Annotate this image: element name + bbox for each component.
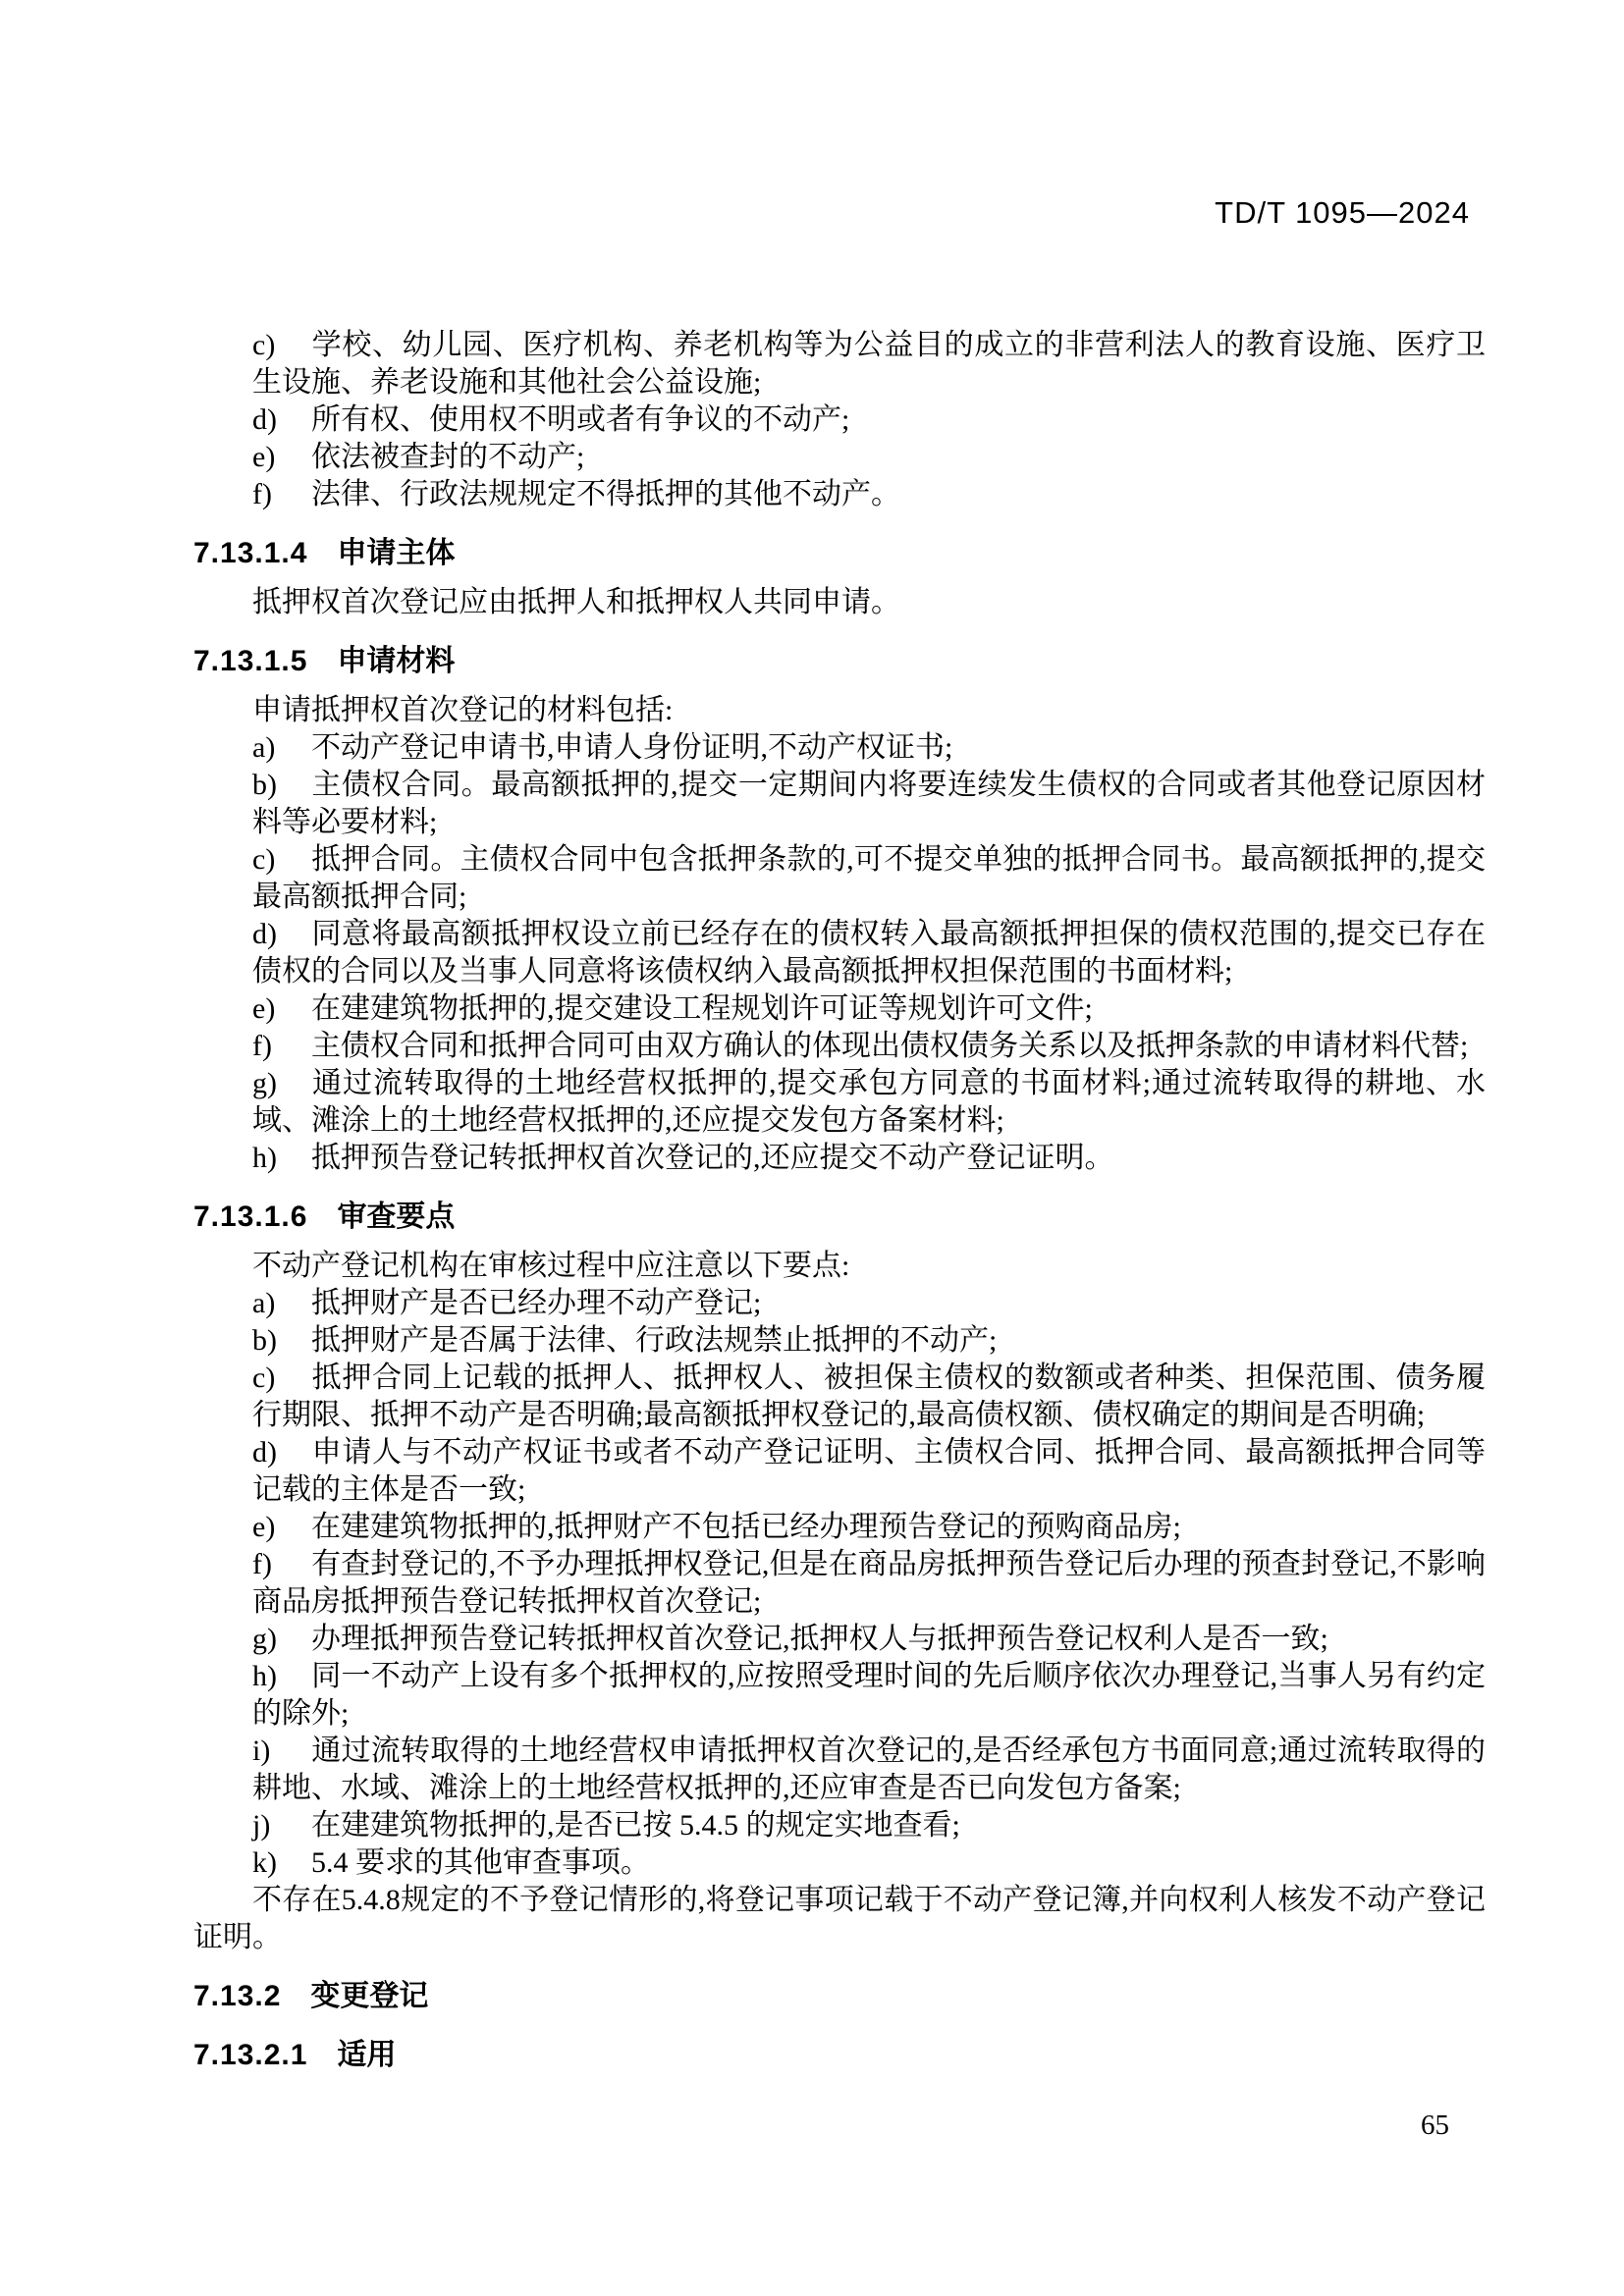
list-item-label: j) — [252, 1809, 271, 1842]
section-heading-7-13-2 — [193, 1978, 1486, 2015]
section-number: 7.13.1.6 — [193, 1201, 308, 1233]
list-item-text: 通过流转取得的土地经营权抵押的,提交承包方同意的书面材料;通过流转取得的耕地、水域、滩涂上的土地经营权抵押的,还应提交发包方备案材料; — [252, 1067, 1486, 1137]
list-item — [252, 1844, 1486, 1882]
list-item-label: c) — [252, 329, 276, 361]
section-number: 7.13.1.5 — [193, 645, 308, 677]
list-item — [252, 1807, 1486, 1844]
list-item-text: 抵押合同。主债权合同中包含抵押条款的,可不提交单独的抵押合同书。最高额抵押的,提交最高额抵押合同; — [252, 843, 1486, 913]
list-item-label: k) — [252, 1846, 277, 1879]
list-item — [252, 401, 1486, 439]
list-item-label: d) — [252, 918, 277, 950]
list-item-text: 主债权合同。最高额抵押的,提交一定期间内将要连续发生债权的合同或者其他登记原因材料等必要材料; — [252, 769, 1486, 838]
list-item-label: f) — [252, 1030, 272, 1062]
list-item-label: b) — [252, 769, 277, 801]
list-item-label: e) — [252, 992, 276, 1025]
list-item — [252, 1546, 1486, 1621]
review-points-list — [193, 1285, 1486, 1882]
list-item-text: 所有权、使用权不明或者有争议的不动产; — [311, 403, 850, 436]
paragraph-closing: 不存在5.4.8规定的不予登记情形的,将登记事项记载于不动产登记簿,并向权利人核发不动产登记证明。 — [193, 1884, 1486, 1953]
section-heading-7-13-1-4 — [193, 535, 1486, 572]
list-item-text: 抵押合同上记载的抵押人、抵押权人、被担保主债权的数额或者种类、担保范围、债务履行期限、抵押不动产是否明确;最高额抵押权登记的,最高债权额、债权确定的期间是否明确; — [252, 1362, 1486, 1431]
list-item-label: a) — [252, 1287, 276, 1319]
list-item — [252, 841, 1486, 916]
list-item-label: f) — [252, 478, 272, 510]
list-item — [252, 1621, 1486, 1658]
list-item — [252, 327, 1486, 401]
list-item-label: e) — [252, 441, 276, 473]
list-item-text: 不动产登记申请书,申请人身份证明,不动产权证书; — [311, 731, 953, 764]
list-item — [252, 1658, 1486, 1733]
list-item — [252, 729, 1486, 767]
page-number: 65 — [1421, 2109, 1449, 2141]
list-item-text: 有查封登记的,不予办理抵押权登记,但是在商品房抵押预告登记后办理的预查封登记,不影响商品房抵押预告登记转抵押权首次登记; — [252, 1548, 1486, 1618]
list-item-label: d) — [252, 403, 277, 436]
list-item-label: f) — [252, 1548, 272, 1580]
list-item-label: d) — [252, 1436, 277, 1468]
section-heading-7-13-1-5 — [193, 643, 1486, 680]
list-item-text: 依法被查封的不动产; — [311, 441, 585, 473]
section-title: 申请材料 — [337, 645, 456, 677]
section-number: 7.13.1.4 — [193, 537, 308, 569]
list-item — [252, 476, 1486, 513]
paragraph-apply-subject: 抵押权首次登记应由抵押人和抵押权人共同申请。 — [252, 586, 900, 618]
list-item — [252, 1509, 1486, 1546]
list-item-label: a) — [252, 731, 276, 764]
list-item — [252, 1360, 1486, 1434]
list-item-text: 办理抵押预告登记转抵押权首次登记,抵押权人与抵押预告登记权利人是否一致; — [311, 1623, 1328, 1655]
list-item — [252, 1322, 1486, 1360]
list-item-text: 主债权合同和抵押合同可由双方确认的体现出债权债务关系以及抵押条款的申请材料代替; — [311, 1030, 1469, 1062]
list-item-text: 通过流转取得的土地经营权申请抵押权首次登记的,是否经承包方书面同意;通过流转取得的耕地、水域、滩涂上的土地经营权抵押的,还应审查是否已向发包方备案; — [252, 1735, 1486, 1804]
list-item — [252, 1733, 1486, 1807]
list-item-text: 同意将最高额抵押权设立前已经存在的债权转入最高额抵押担保的债权范围的,提交已存在债权的合同以及当事人同意将该债权纳入最高额抵押权担保范围的书面材料; — [252, 918, 1486, 988]
list-item-text: 同一不动产上设有多个抵押权的,应按照受理时间的先后顺序依次办理登记,当事人另有约定的除外; — [252, 1660, 1486, 1730]
list-item — [252, 1285, 1486, 1322]
list-item-label: e) — [252, 1511, 276, 1543]
list-item-label: g) — [252, 1067, 277, 1099]
list-item — [252, 767, 1486, 841]
list-item-label: i) — [252, 1735, 271, 1767]
paragraph-review-intro: 不动产登记机构在审核过程中应注意以下要点: — [252, 1250, 850, 1282]
list-item — [252, 990, 1486, 1028]
list-item-label: c) — [252, 1362, 276, 1394]
list-item-text: 学校、幼儿园、医疗机构、养老机构等为公益目的成立的非营利法人的教育设施、医疗卫生设施、养老设施和其他社会公益设施; — [252, 329, 1486, 399]
paragraph-materials-intro: 申请抵押权首次登记的材料包括: — [252, 694, 674, 726]
section-heading-7-13-1-6 — [193, 1199, 1486, 1236]
section-title: 变更登记 — [310, 1980, 429, 2012]
list-item-text: 申请人与不动产权证书或者不动产登记证明、主债权合同、抵押合同、最高额抵押合同等记载的主体是否一致; — [252, 1436, 1486, 1506]
section-title: 适用 — [337, 2039, 397, 2071]
section-title: 审查要点 — [337, 1201, 456, 1233]
list-item-text: 在建建筑物抵押的,提交建设工程规划许可证等规划许可文件; — [311, 992, 1093, 1025]
list-item — [252, 439, 1486, 476]
list-item-label: g) — [252, 1623, 277, 1655]
list-item — [252, 1140, 1486, 1177]
standard-code: TD/T 1095—2024 — [1215, 195, 1470, 230]
page-content — [193, 327, 1486, 2086]
list-item-text: 在建建筑物抵押的,抵押财产不包括已经办理预告登记的预购商品房; — [311, 1511, 1181, 1543]
list-item — [252, 916, 1486, 990]
list-item — [252, 1434, 1486, 1509]
prohibited-items-list — [193, 327, 1486, 513]
list-item-text: 抵押财产是否属于法律、行政法规禁止抵押的不动产; — [311, 1324, 998, 1357]
list-item — [252, 1028, 1486, 1065]
list-item — [252, 1065, 1486, 1140]
application-materials-list — [193, 729, 1486, 1177]
section-heading-7-13-2-1 — [193, 2037, 1486, 2074]
list-item-text: 在建建筑物抵押的,是否已按 5.4.5 的规定实地查看; — [311, 1809, 960, 1842]
list-item-label: h) — [252, 1142, 277, 1174]
section-number: 7.13.2 — [193, 1980, 282, 2012]
list-item-text: 抵押预告登记转抵押权首次登记的,还应提交不动产登记证明。 — [311, 1142, 1114, 1174]
list-item-text: 5.4 要求的其他审查事项。 — [311, 1846, 650, 1879]
list-item-label: h) — [252, 1660, 277, 1692]
list-item-label: c) — [252, 843, 276, 876]
list-item-text: 抵押财产是否已经办理不动产登记; — [311, 1287, 762, 1319]
list-item-text: 法律、行政法规规定不得抵押的其他不动产。 — [311, 478, 900, 510]
list-item-label: b) — [252, 1324, 277, 1357]
section-title: 申请主体 — [337, 537, 456, 569]
section-number: 7.13.2.1 — [193, 2039, 308, 2071]
